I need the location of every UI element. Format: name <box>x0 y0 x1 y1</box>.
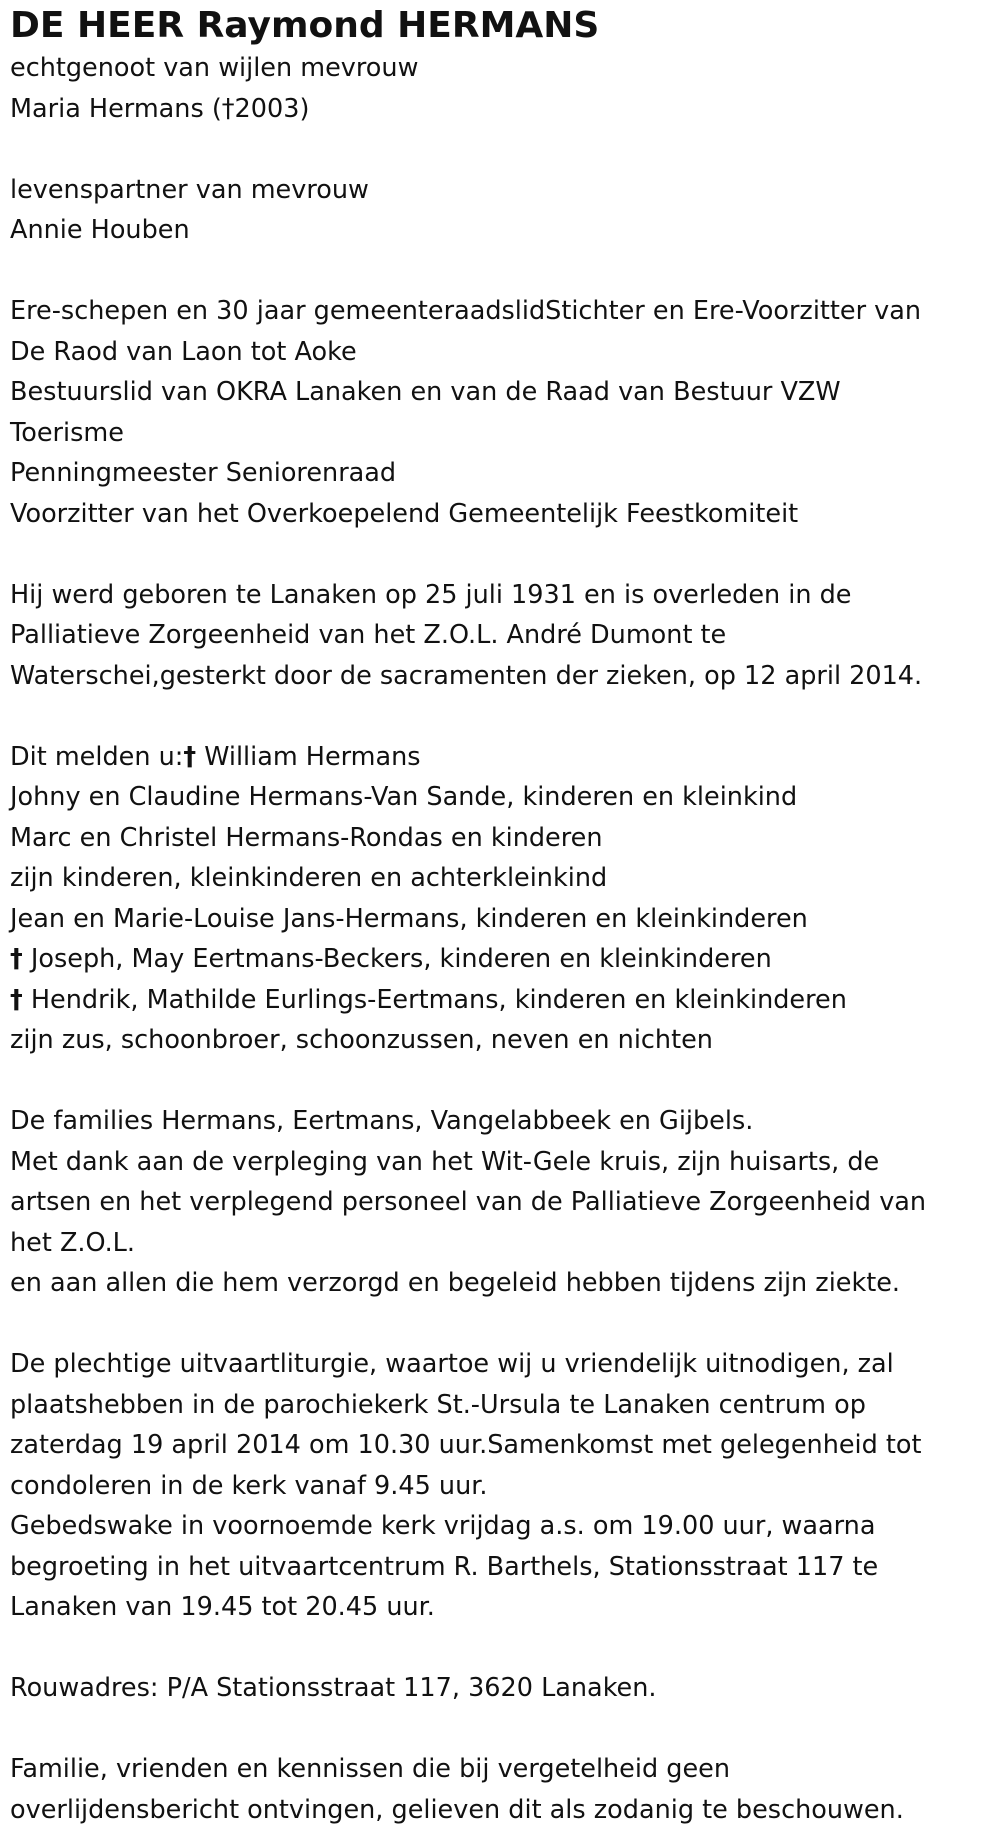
announcer-name: William Hermans <box>196 741 421 772</box>
families-line: en aan allen die hem verzorgd en begeleid hebben tijdens zijn ziekte. <box>10 1268 901 1298</box>
announcer-line: Johny en Claudine Hermans-Van Sande, kinderen en kleinkind <box>10 782 798 812</box>
paragraph-gap <box>10 129 995 170</box>
announcer-line: zijn kinderen, kleinkinderen en achterkleinkind <box>10 863 608 893</box>
paragraph-gap <box>10 1709 995 1750</box>
paragraph-gap <box>10 1061 995 1102</box>
closing-line: overlijdensbericht ontvingen, gelieven dit als zodanig te beschouwen. <box>10 1794 904 1825</box>
families-line: Met dank aan de verpleging van het Wit-Gele kruis, zijn huisarts, de <box>10 1146 880 1177</box>
funeral-line: Lanaken van 19.45 tot 20.45 uur. <box>10 1592 435 1622</box>
announcer-cross-line <box>10 939 995 980</box>
partner-section <box>10 170 995 251</box>
announcer-cross-line <box>10 980 995 1021</box>
function-line: Ere-schepen en 30 jaar gemeenteraadslidStichter en Ere-Voorzitter van <box>10 296 922 326</box>
address-section <box>10 1668 995 1709</box>
paragraph-gap <box>10 1628 995 1669</box>
closing-section <box>10 1749 995 1830</box>
paragraph-gap <box>10 1304 995 1345</box>
cross-icon: † <box>183 741 197 772</box>
partner-line-2: Annie Houben <box>10 215 190 245</box>
partner-line-1: levenspartner van mevrouw <box>10 174 369 205</box>
paragraph-gap <box>10 696 995 737</box>
funeral-section <box>10 1344 995 1628</box>
function-line: Penningmeester Seniorenraad <box>10 458 397 488</box>
closing-line: Familie, vrienden en kennissen die bij vergetelheid geen <box>10 1754 730 1784</box>
birth-death-line: Palliatieve Zorgeenheid van het Z.O.L. André Dumont te <box>10 620 727 650</box>
funeral-line: Gebedswake in voornoemde kerk vrijdag a.s. om 19.00 uur, waarna <box>10 1511 876 1541</box>
families-line: het Z.O.L. <box>10 1227 135 1258</box>
function-line: Bestuurslid van OKRA Lanaken en van de Raad van Bestuur VZW <box>10 377 841 407</box>
paragraph-gap <box>10 251 995 292</box>
announcer-line: zijn zus, schoonbroer, schoonzussen, neven en nichten <box>10 1025 713 1055</box>
function-line: Voorzitter van het Overkoepelend Gemeentelijk Feestkomiteit <box>10 498 799 529</box>
families-line: De families Hermans, Eertmans, Vangelabbeek en Gijbels. <box>10 1106 754 1136</box>
cross-icon: † <box>10 944 23 974</box>
funeral-line: begroeting in het uitvaartcentrum R. Barthels, Stationsstraat 117 te <box>10 1551 879 1582</box>
announcers-first-line <box>10 737 995 778</box>
spouse-section <box>10 48 995 129</box>
announcer-name: Hendrik, Mathilde Eurlings-Eertmans, kinderen en kleinkinderen <box>22 984 847 1015</box>
funeral-line: condoleren in de kerk vanaf 9.45 uur. <box>10 1470 488 1501</box>
funeral-line: zaterdag 19 april 2014 om 10.30 uur.Samenkomst met gelegenheid tot <box>10 1430 922 1460</box>
spouse-line-2: Maria Hermans (†2003) <box>10 93 310 124</box>
announcer-name: Joseph, May Eertmans-Beckers, kinderen en kleinkinderen <box>22 944 772 974</box>
obituary-notice <box>10 0 995 1830</box>
announcers-section <box>10 737 995 1061</box>
function-line: Toerisme <box>10 417 124 448</box>
paragraph-gap <box>10 534 995 575</box>
birth-death-line: Waterschei,gesterkt door de sacramenten der zieken, op 12 april 2014. <box>10 660 923 691</box>
announcers-intro: Dit melden u: <box>10 741 184 772</box>
functions-section <box>10 291 995 534</box>
announcer-line: Marc en Christel Hermans-Rondas en kinderen <box>10 822 603 853</box>
birth-death-line: Hij werd geboren te Lanaken op 25 juli 1931 en is overleden in de <box>10 579 852 610</box>
cross-icon: † <box>10 984 23 1015</box>
spouse-line-1: echtgenoot van wijlen mevrouw <box>10 53 419 83</box>
function-line: De Raod van Laon tot Aoke <box>10 336 357 367</box>
funeral-line: De plechtige uitvaartliturgie, waartoe wij u vriendelijk uitnodigen, zal <box>10 1349 894 1379</box>
announcer-line: Jean en Marie-Louise Jans-Hermans, kinderen en kleinkinderen <box>10 903 808 934</box>
families-section <box>10 1101 995 1304</box>
funeral-line: plaatshebben in de parochiekerk St.-Ursula te Lanaken centrum op <box>10 1389 866 1420</box>
families-line: artsen en het verplegend personeel van de Palliatieve Zorgeenheid van <box>10 1187 927 1217</box>
deceased-name-title: DE HEER Raymond HERMANS <box>10 5 600 46</box>
mourning-address: Rouwadres: P/A Stationsstraat 117, 3620 Lanaken. <box>10 1673 657 1703</box>
birth-death-section <box>10 575 995 697</box>
